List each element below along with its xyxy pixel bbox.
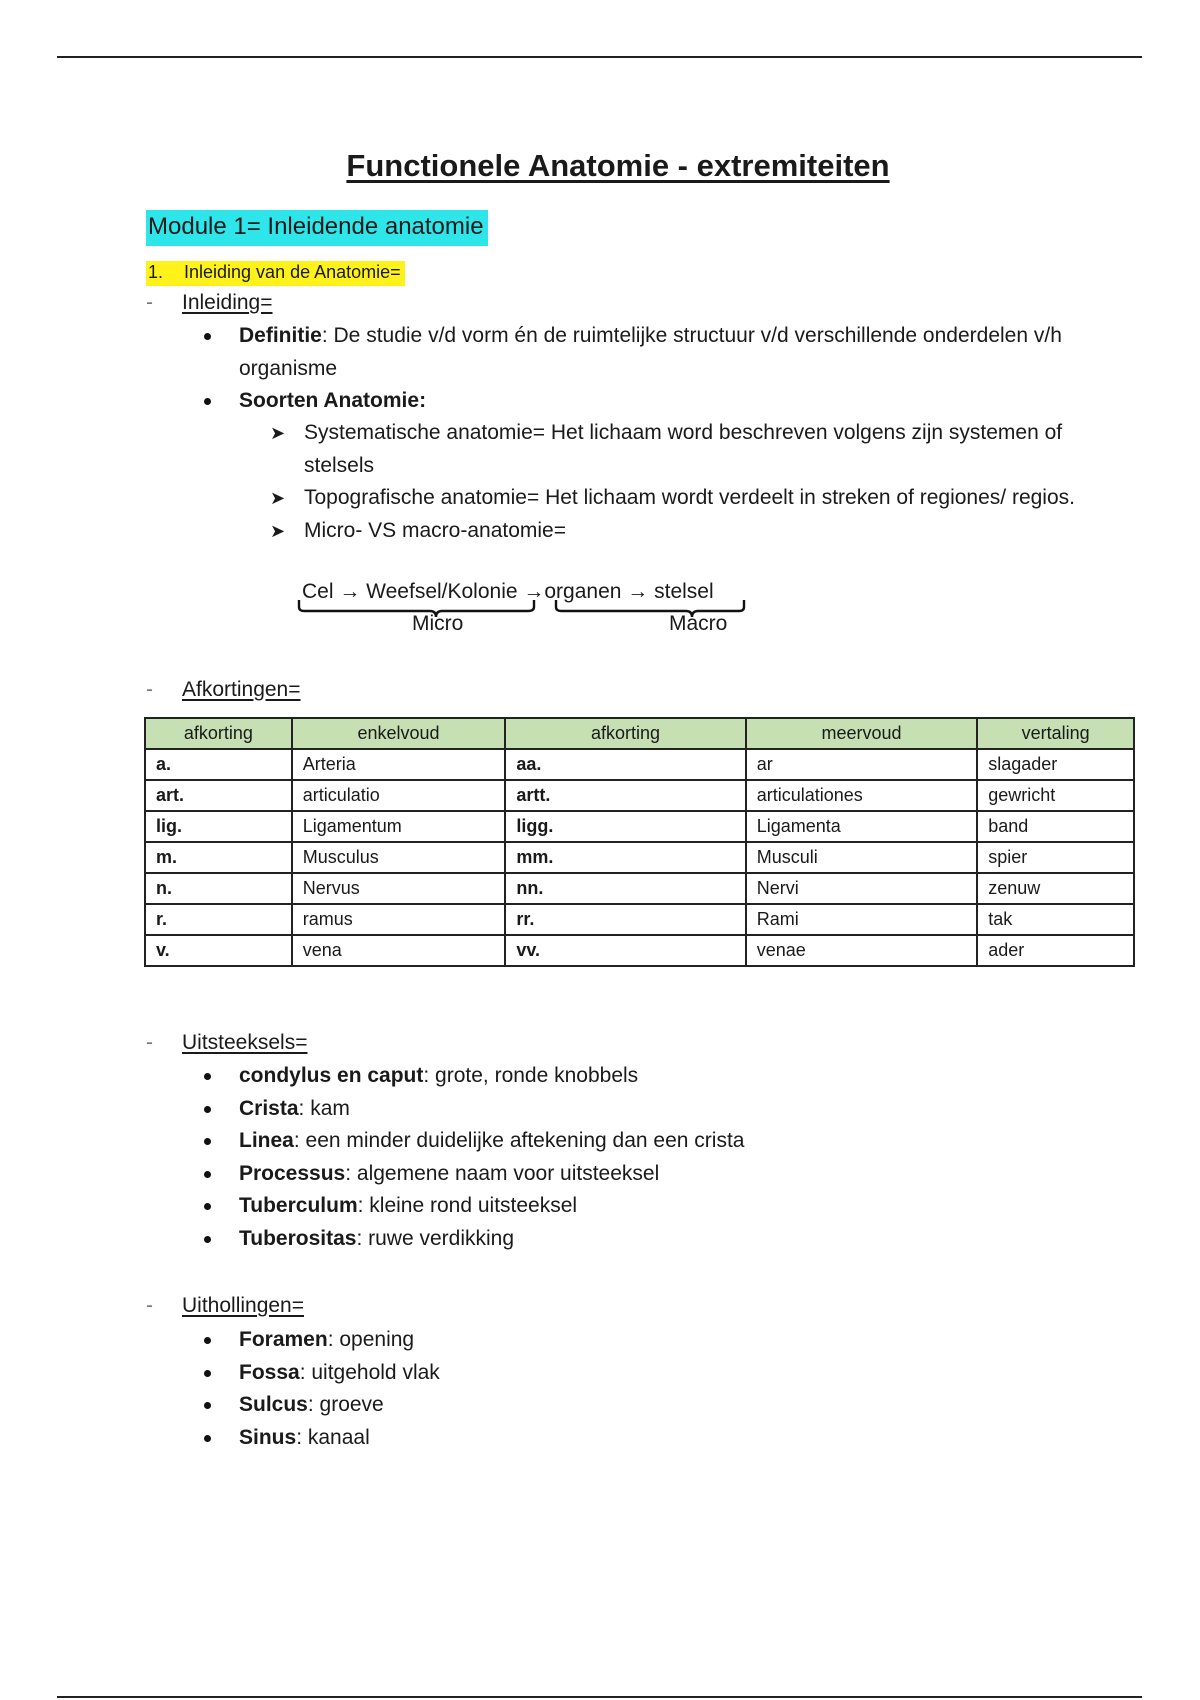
inleiding-label: Inleiding= — [182, 291, 273, 314]
table-cell: zenuw — [977, 873, 1134, 904]
bullet-text: : kanaal — [296, 1425, 370, 1449]
table-cell: mm. — [505, 842, 745, 873]
bullet-text: : een minder duidelijke aftekening dan een crista — [293, 1129, 745, 1152]
table-cell: spier — [977, 842, 1134, 873]
header-cell: afkorting — [505, 718, 745, 749]
bullet-term: Linea — [239, 1129, 294, 1152]
table-cell: vena — [292, 935, 506, 966]
header-cell: afkorting — [145, 718, 292, 749]
bullet-text: : uitgehold vlak — [299, 1360, 440, 1384]
dash-marker: - — [146, 291, 153, 314]
list-item — [201, 1357, 1101, 1390]
list-item — [201, 320, 1101, 385]
table-cell: band — [977, 811, 1134, 842]
table-cell: venae — [746, 935, 978, 966]
list-item — [201, 1422, 1101, 1455]
list-item — [201, 1093, 1101, 1126]
table-cell: ramus — [292, 904, 506, 935]
table-cell: v. — [145, 935, 292, 966]
table-cell: nn. — [505, 873, 745, 904]
table-cell: Ligamenta — [746, 811, 978, 842]
list-item — [268, 482, 1108, 515]
list-item — [268, 515, 1108, 548]
list-item — [268, 417, 1108, 482]
table-row — [145, 873, 1134, 904]
list-item — [201, 1060, 1101, 1093]
table-cell: ader — [977, 935, 1134, 966]
table-cell: art. — [145, 780, 292, 811]
list-item — [201, 1324, 1101, 1357]
table-cell: Rami — [746, 904, 978, 935]
dash-marker: - — [146, 1294, 153, 1317]
table-cell: gewricht — [977, 780, 1134, 811]
table-cell: artt. — [505, 780, 745, 811]
table-cell: aa. — [505, 749, 745, 780]
table-cell: articulationes — [746, 780, 978, 811]
bullet-term: Tuberositas — [239, 1226, 357, 1250]
bullet-term: Fossa — [239, 1360, 300, 1384]
arrow-bullet-icon: ➤ — [270, 520, 286, 541]
inleiding-bullets — [201, 320, 1101, 418]
bullet-term: Sulcus — [239, 1393, 308, 1416]
bullet-term: Foramen — [239, 1328, 328, 1351]
section-number: 1. — [148, 262, 164, 282]
bullet-term: Definitie — [239, 324, 322, 347]
bullet-text: : grote, ronde knobbels — [423, 1064, 639, 1087]
table-cell: slagader — [977, 749, 1134, 780]
bullet-term: Crista — [239, 1096, 299, 1120]
micro-label: Micro — [412, 612, 464, 635]
table-row — [145, 904, 1134, 935]
micro-macro-flow: Cel → Weefsel/Kolonie →organen → stelsel — [302, 580, 714, 603]
list-item — [201, 385, 1101, 418]
soort-text: Micro- VS macro-anatomie= — [304, 518, 566, 542]
table-cell: vv. — [505, 935, 745, 966]
uithollingen-list — [201, 1324, 1101, 1454]
bullet-text: : kam — [298, 1096, 350, 1120]
table-cell: rr. — [505, 904, 745, 935]
table-cell: m. — [145, 842, 292, 873]
bullet-term: Tuberculum — [239, 1194, 358, 1217]
uitsteeksels-list — [201, 1060, 1101, 1255]
list-item — [201, 1190, 1101, 1223]
table-row — [145, 935, 1134, 966]
header-cell: meervoud — [746, 718, 978, 749]
header-cell: enkelvoud — [292, 718, 506, 749]
dash-marker: - — [146, 1031, 153, 1054]
abbreviations-table — [144, 717, 1135, 967]
table-cell: r. — [145, 904, 292, 935]
table-cell: Nervi — [746, 873, 978, 904]
header-cell: vertaling — [977, 718, 1134, 749]
soort-text: Topografische anatomie= Het lichaam wordt verdeelt in streken of regiones/ regios. — [304, 486, 1075, 509]
afkortingen-heading — [146, 676, 301, 703]
arrow-bullet-icon: ➤ — [270, 488, 286, 508]
bullet-term: Processus — [239, 1161, 346, 1185]
table-cell: Musculi — [746, 842, 978, 873]
bullet-text: : De studie v/d vorm én de ruimtelijke structuur v/d verschillende onderdelen v/h organisme — [239, 324, 1062, 380]
table-header-row — [145, 718, 1134, 749]
module-heading: Module 1= Inleidende anatomie — [146, 210, 488, 246]
table-cell: tak — [977, 904, 1134, 935]
bullet-text: : algemene naam voor uitsteeksel — [345, 1161, 660, 1185]
bullet-term: Sinus — [239, 1425, 297, 1449]
soorten-list — [268, 417, 1108, 547]
section-heading — [146, 261, 405, 286]
bullet-text: : opening — [327, 1328, 415, 1351]
bullet-term: condylus en caput — [239, 1064, 424, 1087]
bullet-term: Soorten Anatomie: — [239, 389, 427, 412]
dash-marker: - — [146, 678, 153, 701]
table-cell: n. — [145, 873, 292, 904]
footer-rule — [57, 1696, 1142, 1698]
table-row — [145, 780, 1134, 811]
list-item — [201, 1389, 1101, 1422]
macro-label: Macro — [669, 612, 728, 635]
afkortingen-label: Afkortingen= — [182, 678, 301, 701]
arrow-bullet-icon: ➤ — [270, 423, 286, 443]
uitsteeksels-label: Uitsteeksels= — [182, 1031, 308, 1054]
table-cell: lig. — [145, 811, 292, 842]
page-title: Functionele Anatomie - extremiteiten — [346, 148, 890, 183]
table-cell: Arteria — [292, 749, 506, 780]
table-cell: Musculus — [292, 842, 506, 873]
table-row — [145, 811, 1134, 842]
bullet-text: : groeve — [307, 1393, 384, 1416]
list-item — [201, 1158, 1101, 1191]
uitsteeksels-heading — [146, 1029, 307, 1056]
header-rule — [57, 56, 1142, 58]
uithollingen-heading — [146, 1292, 304, 1319]
soort-text: Systematische anatomie= Het lichaam word beschreven volgens zijn systemen of stelsels — [304, 421, 1063, 477]
inleiding-heading — [146, 289, 273, 316]
table-cell: a. — [145, 749, 292, 780]
table-cell: articulatio — [292, 780, 506, 811]
list-item — [201, 1125, 1101, 1158]
bullet-text: : kleine rond uitsteeksel — [357, 1194, 578, 1217]
table-cell: Ligamentum — [292, 811, 506, 842]
bullet-text: : ruwe verdikking — [356, 1226, 515, 1250]
section-label: Inleiding van de Anatomie= — [184, 262, 401, 282]
uithollingen-label: Uithollingen= — [182, 1294, 305, 1317]
list-item — [201, 1223, 1101, 1256]
table-row — [145, 749, 1134, 780]
table-cell: ar — [746, 749, 978, 780]
table-row — [145, 842, 1134, 873]
table-cell: Nervus — [292, 873, 506, 904]
table-cell: ligg. — [505, 811, 745, 842]
